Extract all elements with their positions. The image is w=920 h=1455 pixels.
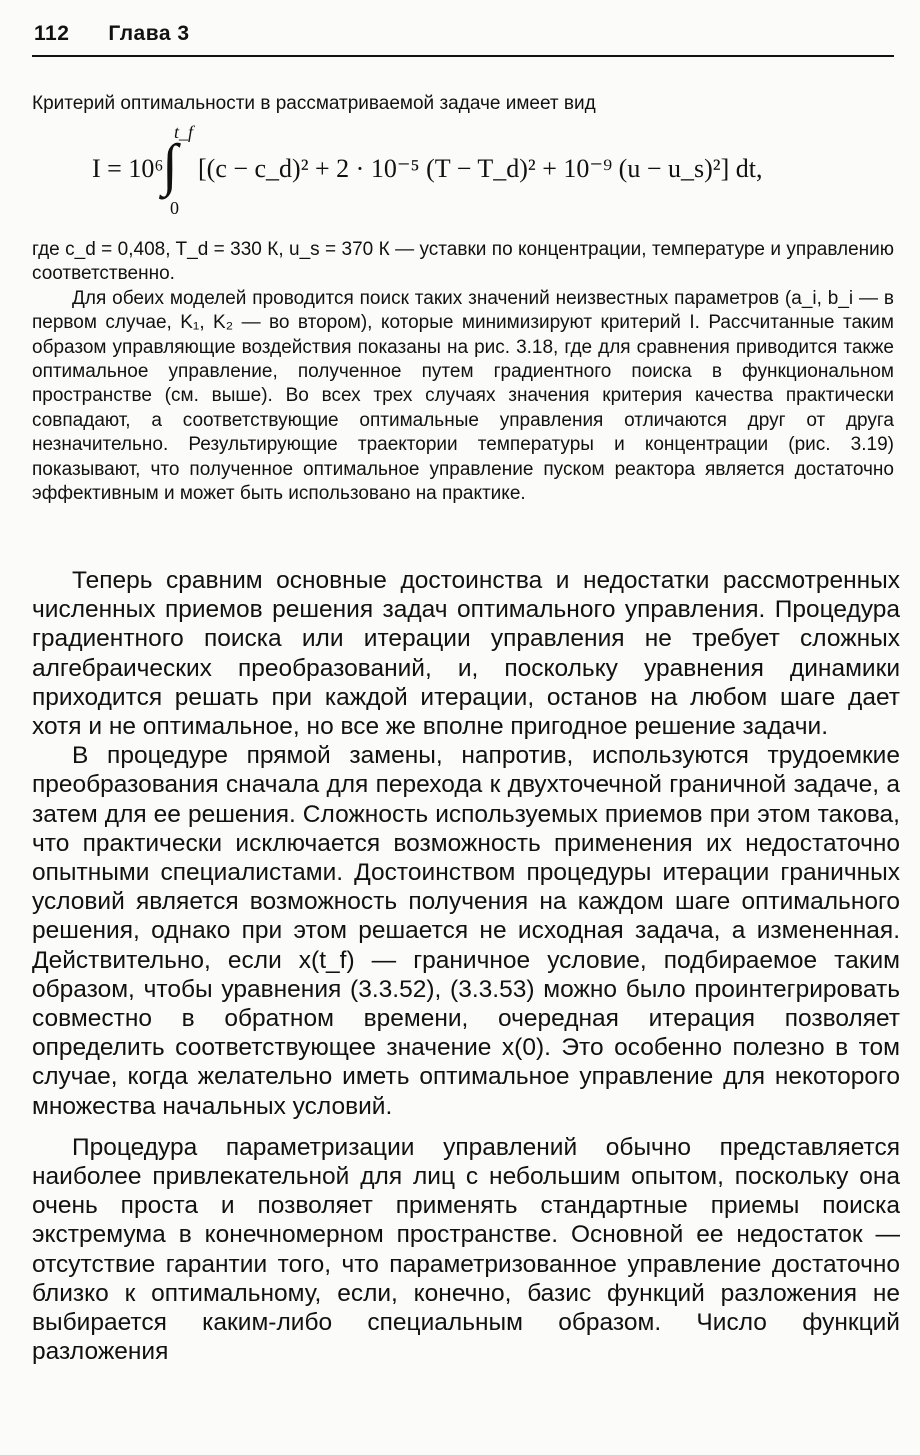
page-number: 112 xyxy=(34,22,70,45)
intro-line: Критерий оптимальности в рассматриваемой задаче имеет вид xyxy=(32,93,596,114)
integral-lower-limit: 0 xyxy=(170,198,179,218)
small-print-block xyxy=(32,238,894,506)
formula-lhs: I = 10⁶ xyxy=(92,154,164,183)
models-paragraph: Для обеих моделей проводится поиск таких значений неизвестных параметров (a_i, b_i — в первом случае, K₁, K₂ — во втором), которые минимизируют критерий I. Рассчитанные таким образом управляющие воздействия показаны на рис. 3.18, где для сравнения приводится также оптимальное управление, полученное путем градиентного поиска в функциональном пространстве (см. выше). Во всех трех случаях значения критерия качества практически совпадают, а соответствующие оптимальные управления отличаются друг от друга незначительно. Результирующие траектории температуры и концентрации (рис. 3.19) показывают, что полученное оптимальное управление пуском реактора является достаточно эффективным и может быть использовано на практике. xyxy=(32,287,894,505)
header-rule xyxy=(32,55,894,57)
main-text-block xyxy=(32,566,900,1366)
integral-sign-icon: ∫ xyxy=(162,132,178,197)
setpoints-paragraph: где c_d = 0,408, T_d = 330 К, u_s = 370 К — уставки по концентрации, температуре и управлению соответственно. xyxy=(32,239,894,285)
integral-upper-limit: t_f xyxy=(174,122,194,142)
paragraph-parametrization: Процедура параметризации управлений обычно представляется наиболее привлекательной для лиц с небольшим опытом, поскольку она очень проста и позволяет применять стандартные приемы поиска экстремума в конечномерном пространстве. Основной ее недостаток — отсутствие гарантии того, что параметризованное управление достаточно близко к оптимальному, если, конечно, базис функций разложения не выбирается каким-либо специальным образом. Число функций разложения xyxy=(32,1133,900,1366)
formula-integrand: [(c − c_d)² + 2 · 10⁻⁵ (T − T_d)² + 10⁻⁹ (u − u_s)²] dt, xyxy=(198,154,763,183)
intro-paragraph xyxy=(32,92,894,116)
paragraph-comparison: Теперь сравним основные достоинства и недостатки рассмотренных численных приемов решения задач оптимального управления. Процедура градиентного поиска или итерации управления не требует сложных алгебраических преобразований, и, поскольку уравнения динамики приходится решать при каждой итерации, останов на любом шаге дает хотя и не оптимальное, но все же вполне пригодное решение задачи. xyxy=(32,567,900,741)
criterion-formula xyxy=(92,122,872,222)
paragraph-direct-substitution: В процедуре прямой замены, напротив, используются трудоемкие преобразования сначала для перехода к двухточечной граничной задаче, а затем для ее решения. Сложность используемых приемов при этом такова, что практически исключается возможность применения их недостаточно опытными специалистами. Достоинством процедуры итерации граничных условий является возможность получения на каждом шаге оптимального решения, однако при этом решается не исходная задача, а измененная. Действительно, если x(t_f) — граничное условие, подбираемое таким образом, чтобы уравнения (3.3.52), (3.3.53) можно было проинтегрировать совместно в обратном времени, очередная итерация позволяет определить соответствующее значение x(0). Это особенно полезно в том случае, когда желательно иметь оптимальное управление для некоторого множества начальных условий. xyxy=(32,742,900,1120)
running-header xyxy=(34,22,890,46)
chapter-title: Глава 3 xyxy=(108,22,190,45)
